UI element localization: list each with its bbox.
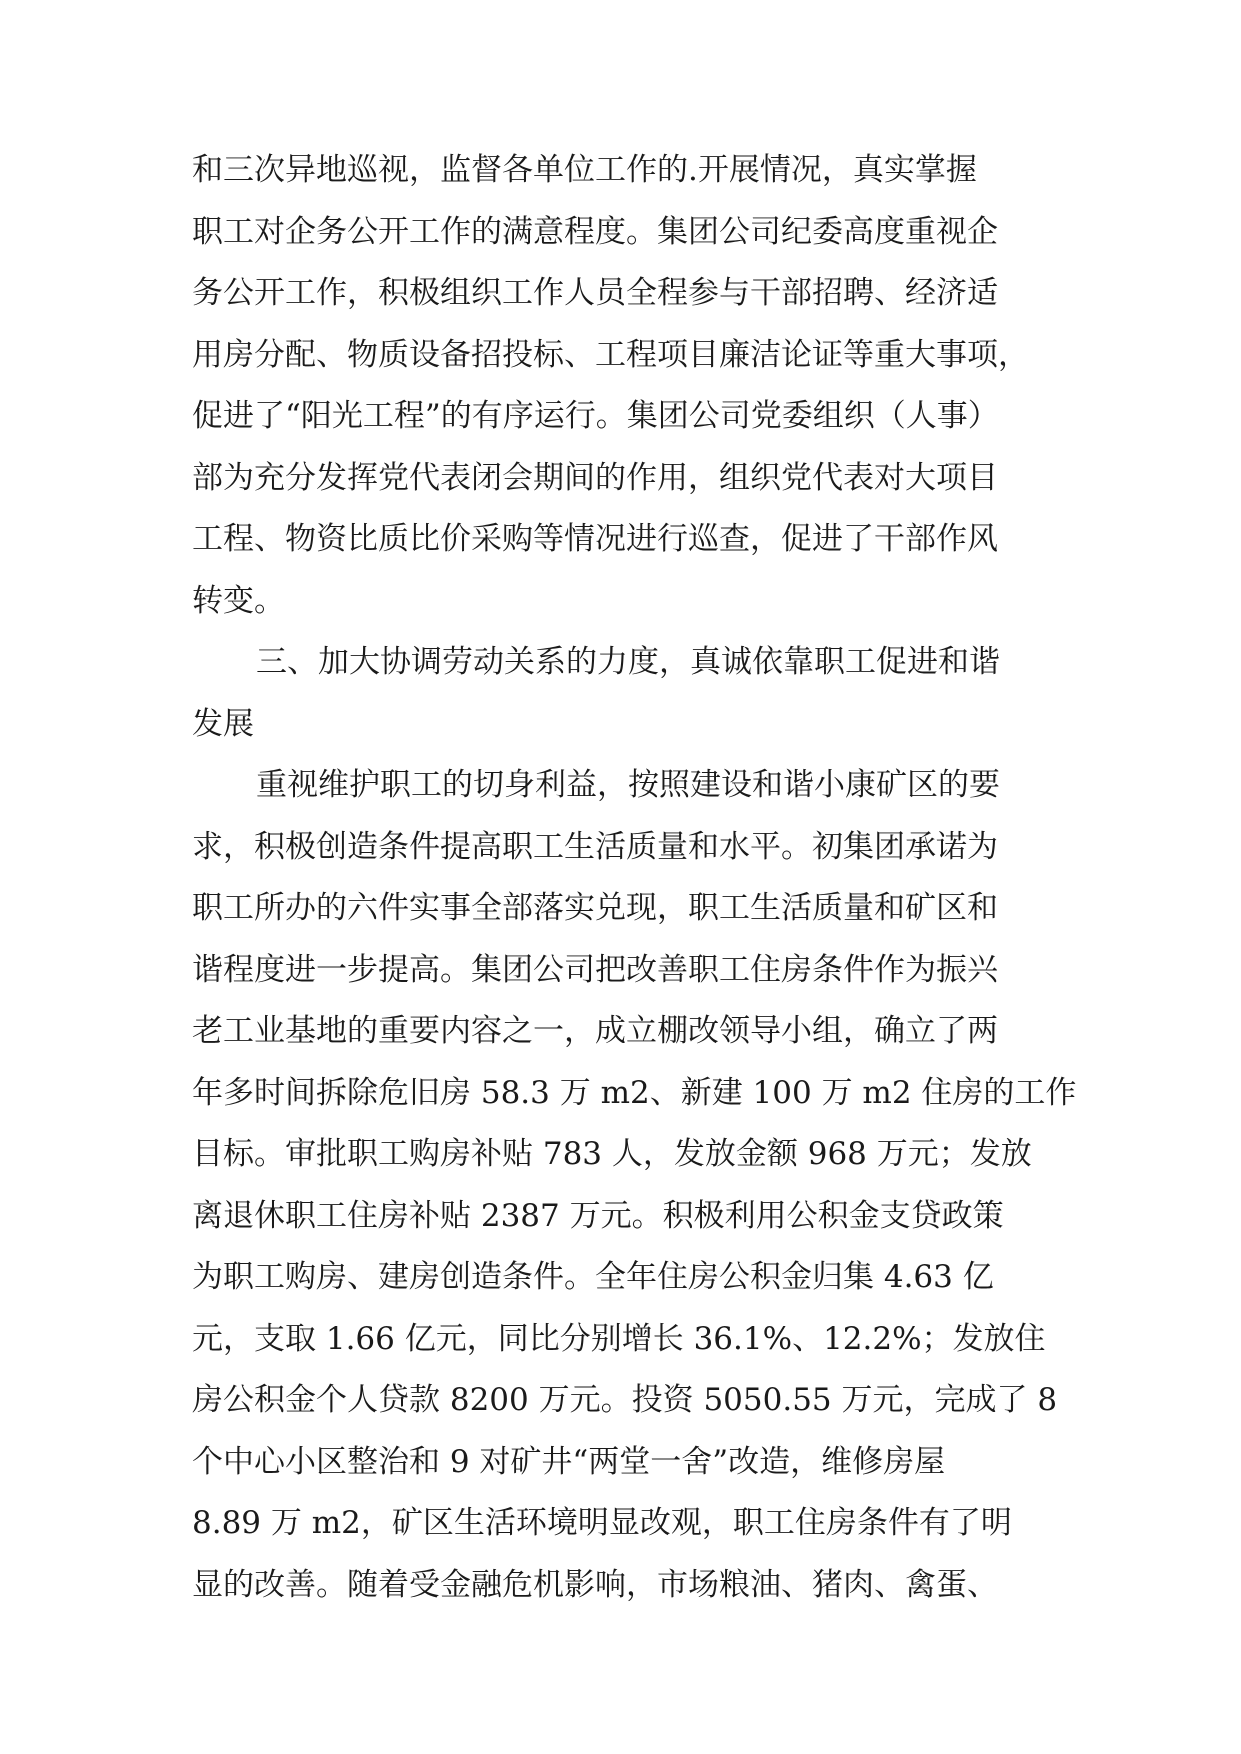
text-line: 求，积极创造条件提高职工生活质量和水平。初集团承诺为 (192, 829, 998, 865)
text-line: 年多时间拆除危旧房 58.3 万 m2、新建 100 万 m2 住房的工作 (192, 1075, 1077, 1111)
text-line: 谐程度进一步提高。集团公司把改善职工住房条件作为振兴 (192, 952, 998, 988)
text-line: 个中心小区整治和 9 对矿井“两堂一舍”改造，维修房屋 (192, 1444, 946, 1480)
text-line: 促进了“阳光工程”的有序运行。集团公司党委组织（人事） (192, 398, 999, 434)
text-line: 部为充分发挥党代表闭会期间的作用，组织党代表对大项目 (192, 460, 998, 496)
text-line: 职工所办的六件实事全部落实兑现，职工生活质量和矿区和 (192, 890, 998, 926)
text-line: 转变。 (192, 583, 285, 619)
text-line: 8.89 万 m2，矿区生活环境明显改观，职工住房条件有了明 (192, 1505, 1012, 1541)
text-line: 离退休职工住房补贴 2387 万元。积极利用公积金支贷政策 (192, 1198, 1004, 1234)
text-line: 重视维护职工的切身利益，按照建设和谐小康矿区的要 (256, 767, 1000, 803)
text-line: 房公积金个人贷款 8200 万元。投资 5050.55 万元，完成了 8 (192, 1382, 1058, 1418)
text-line: 老工业基地的重要内容之一，成立棚改领导小组，确立了两 (192, 1013, 998, 1049)
text-line: 显的改善。随着受金融危机影响，市场粮油、猪肉、禽蛋、 (192, 1567, 998, 1603)
text-line: 用房分配、物质设备招投标、工程项目廉洁论证等重大事项， (192, 337, 1029, 373)
section-heading: 三、加大协调劳动关系的力度，真诚依靠职工促进和谐 (256, 644, 1000, 680)
text-line: 目标。审批职工购房补贴 783 人，发放金额 968 万元；发放 (192, 1136, 1032, 1172)
text-line: 为职工购房、建房创造条件。全年住房公积金归集 4.63 亿 (192, 1259, 994, 1295)
text-line: 职工对企务公开工作的满意程度。集团公司纪委高度重视企 (192, 214, 998, 250)
text-line: 务公开工作，积极组织工作人员全程参与干部招聘、经济适 (192, 275, 998, 311)
text-line: 元，支取 1.66 亿元，同比分别增长 36.1%、12.2%；发放住 (192, 1321, 1046, 1357)
section-heading: 发展 (192, 706, 254, 742)
text-line: 工程、物资比质比价采购等情况进行巡查，促进了干部作风 (192, 521, 998, 557)
text-line: 和三次异地巡视，监督各单位工作的.开展情况，真实掌握 (192, 152, 977, 188)
